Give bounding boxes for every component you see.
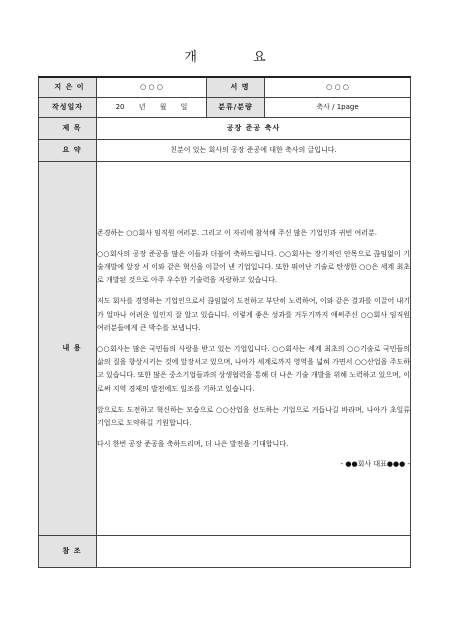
author-label: 지 은 이	[39, 77, 97, 97]
content-paragraph: 저도 회사를 경영하는 기업인으로서 끊임없이 도전하고 부단히 노력하여, 이와 같은 결과를 이끌어 내기가 얼마나 어려운 일인지 잘 알고 있습니다. 이렇게 좋은 성과를 거두기까지 애써주신 ○○회사 임직원 여러분들에게 큰 박수를 보냅니다.	[97, 297, 410, 332]
category-value: 축사 / 1page	[265, 97, 411, 117]
subject-value: 공장 준공 축사	[97, 117, 411, 139]
subject-label: 제 목	[39, 117, 97, 139]
content-paragraph: 존경하는 ○○회사 임직원 여러분. 그리고 이 자리에 참석해 주신 많은 기업인과 귀빈 여러분.	[97, 228, 378, 237]
reference-label: 참 조	[39, 535, 97, 567]
document-title: 개 요	[184, 50, 292, 65]
content-paragraph: ○○회사는 많은 국민들의 사랑을 받고 있는 기업입니다. ○○회사는 세계 최초의 ○○기술로 국민들의 삶의 질을 향상시키는 것에 앞장서고 있으며, 나아가 세계로까지 영역을 넓혀 가면서 ○○산업을 주도하고 있습니다. 또한 많은 중소기업들과의 상생협력을 통해 더 나은 기술 개발을 위해 노력하고 있으며, 이로써 지역 경제의 발전에도 일조를 기하고 있습니다.	[97, 345, 410, 393]
content-paragraph: ○○회사의 공장 준공을 많은 이들과 더불어 축하드립니다. ○○회사는 장기적인 안목으로 끊임없이 기술개발에 앞장 서 이와 같은 혁신을 이끌어 낸 기업입니다. 또한 뛰어난 기술로 탄생한 ○○은 세계 최초로 개발된 것으로 아주 우수한 기술력을 자랑하고 있습니다.	[97, 249, 410, 285]
content-paragraph: 다시 한번 공장 준공을 축하드리며, 더 나은 발전을 기대합니다.	[97, 440, 289, 449]
reference-value	[97, 535, 411, 567]
signature-value: ○ ○ ○	[265, 77, 411, 97]
summary-label: 요 약	[39, 139, 97, 161]
content-paragraph: 앞으로도 도전하고 혁신하는 모습으로 ○○산업을 선도하는 기업으로 거듭나길 바라며, 나아가 초일류 기업으로 도약하길 기원합니다.	[97, 405, 410, 428]
content-label: 내 용	[39, 161, 97, 535]
date-value: 20 년 월 일	[97, 97, 207, 117]
date-label: 작성일자	[39, 97, 97, 117]
signature-label: 서 명	[207, 77, 265, 97]
content-body	[97, 161, 411, 535]
summary-value: 친분이 있는 회사의 공장 준공에 대한 축사의 글입니다.	[97, 139, 411, 161]
signature-line: - ●●회사 대표●●● -	[340, 460, 410, 469]
overview-form-table	[38, 76, 411, 568]
category-label: 분류/분량	[207, 97, 265, 117]
author-value: ○ ○ ○	[97, 77, 207, 97]
